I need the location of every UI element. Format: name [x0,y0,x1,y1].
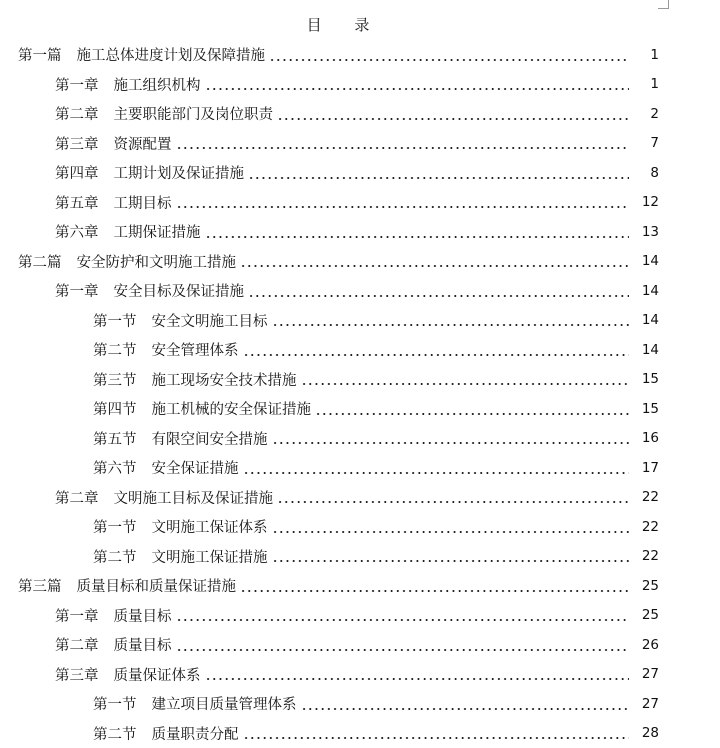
toc-entry-page-number: 15 [635,401,659,417]
toc-entry-number: 第二章 [55,634,99,655]
toc-entry-page-number: 14 [635,312,659,328]
toc-entry-title: 安全保证措施 [152,457,239,478]
dot-leader [205,77,630,91]
toc-entry[interactable] [0,70,720,100]
toc-entry-number: 第一章 [55,605,99,626]
toc-entry[interactable] [0,542,720,572]
toc-entry[interactable] [0,276,720,306]
toc-entry-page-number: 26 [635,637,659,653]
toc-entry-title: 文明施工保证体系 [152,516,268,537]
toc-entry[interactable] [0,453,720,483]
toc-entry[interactable] [0,335,720,365]
dot-leader [205,225,630,239]
toc-entry-page-number: 15 [635,371,659,387]
toc-entry-number: 第一章 [55,280,99,301]
toc-entry[interactable] [0,129,720,159]
toc-entry-number: 第三节 [93,369,137,390]
toc-entry-title: 施工组织机构 [114,74,201,95]
toc-entry[interactable] [0,512,720,542]
toc-entry-title: 安全目标及保证措施 [114,280,245,301]
toc-entry[interactable] [0,424,720,454]
toc-entry-page-number: 1 [635,47,659,63]
toc-entry-title: 工期保证措施 [114,221,201,242]
toc-entry-title: 质量目标和质量保证措施 [77,575,237,596]
dot-leader [243,343,630,357]
dot-leader [277,490,629,504]
toc-entry-number: 第二节 [93,339,137,360]
toc-entry-page-number: 12 [635,194,659,210]
dot-leader [243,461,630,475]
dot-leader [301,697,630,711]
toc-entry-page-number: 8 [635,165,659,181]
toc-entry-title: 文明施工目标及保证措施 [114,487,274,508]
toc-entry-number: 第一篇 [18,44,62,65]
toc-entry[interactable] [0,571,720,601]
toc-entry-title: 工期目标 [114,192,172,213]
toc-entry-title: 工期计划及保证措施 [114,162,245,183]
dot-leader [248,284,629,298]
toc-entry[interactable] [0,365,720,395]
toc-entry-number: 第五章 [55,192,99,213]
toc-entry-title: 安全防护和文明施工措施 [77,251,237,272]
dot-leader [277,107,629,121]
toc-entry-title: 安全文明施工目标 [152,310,268,331]
toc-entry-number: 第一节 [93,310,137,331]
dot-leader [240,254,629,268]
toc-entry-title: 质量目标 [114,605,172,626]
toc-entry-title: 建立项目质量管理体系 [152,693,297,714]
dot-leader [269,48,629,62]
toc-entry-number: 第二章 [55,103,99,124]
toc-entry-number: 第六节 [93,457,137,478]
toc-entry[interactable] [0,394,720,424]
toc-entry-number: 第二篇 [18,251,62,272]
toc-entry[interactable] [0,217,720,247]
toc-entry-page-number: 7 [635,135,659,151]
toc-entry-page-number: 22 [635,548,659,564]
toc-entry[interactable] [0,247,720,277]
toc-entry-title: 质量保证体系 [114,664,201,685]
toc-entry[interactable] [0,188,720,218]
dot-leader [205,667,630,681]
dot-leader [243,726,630,740]
toc-entry-title: 有限空间安全措施 [152,428,268,449]
toc-entry-number: 第二节 [93,723,137,744]
toc-entry-title: 文明施工保证措施 [152,546,268,567]
table-of-contents [0,40,720,748]
dot-leader [176,136,630,150]
toc-entry-number: 第二节 [93,546,137,567]
dot-leader [240,579,629,593]
dot-leader [301,372,630,386]
toc-entry-title: 施工机械的安全保证措施 [152,398,312,419]
toc-entry-number: 第三章 [55,133,99,154]
dot-leader [176,195,630,209]
toc-entry-page-number: 16 [635,430,659,446]
toc-entry[interactable] [0,158,720,188]
toc-entry-number: 第五节 [93,428,137,449]
toc-entry-page-number: 22 [635,519,659,535]
toc-entry-page-number: 14 [635,253,659,269]
toc-entry-page-number: 2 [635,106,659,122]
dot-leader [315,402,629,416]
toc-entry-number: 第三篇 [18,575,62,596]
toc-entry-page-number: 25 [635,578,659,594]
toc-entry[interactable] [0,601,720,631]
toc-entry-title: 施工总体进度计划及保障措施 [77,44,266,65]
toc-entry-page-number: 27 [635,666,659,682]
dot-leader [176,608,630,622]
toc-entry-page-number: 22 [635,489,659,505]
toc-entry-title: 质量职责分配 [152,723,239,744]
dot-leader [272,431,630,445]
dot-leader [272,520,630,534]
toc-entry-number: 第二章 [55,487,99,508]
toc-entry-page-number: 27 [635,696,659,712]
toc-entry-number: 第四节 [93,398,137,419]
toc-entry[interactable] [0,483,720,513]
page-title: 目 录 [0,14,676,35]
dot-leader [248,166,629,180]
toc-entry-page-number: 17 [635,460,659,476]
toc-entry-page-number: 28 [635,725,659,741]
toc-entry-page-number: 1 [635,76,659,92]
toc-entry-page-number: 25 [635,607,659,623]
toc-entry-title: 施工现场安全技术措施 [152,369,297,390]
toc-entry-number: 第一节 [93,516,137,537]
toc-entry-page-number: 14 [635,283,659,299]
dot-leader [272,549,630,563]
toc-entry-number: 第一章 [55,74,99,95]
toc-entry[interactable] [0,719,720,748]
toc-entry-title: 资源配置 [114,133,172,154]
toc-entry-number: 第三章 [55,664,99,685]
toc-entry[interactable] [0,660,720,690]
page-corner-mark [658,0,669,9]
toc-entry-title: 质量目标 [114,634,172,655]
toc-entry-number: 第六章 [55,221,99,242]
toc-entry-page-number: 13 [635,224,659,240]
toc-entry[interactable] [0,99,720,129]
toc-entry-page-number: 14 [635,342,659,358]
toc-entry[interactable] [0,40,720,70]
toc-entry-number: 第一节 [93,693,137,714]
toc-entry-title: 主要职能部门及岗位职责 [114,103,274,124]
toc-entry[interactable] [0,630,720,660]
dot-leader [272,313,630,327]
toc-entry[interactable] [0,306,720,336]
dot-leader [176,638,630,652]
toc-entry[interactable] [0,689,720,719]
toc-entry-number: 第四章 [55,162,99,183]
toc-entry-title: 安全管理体系 [152,339,239,360]
